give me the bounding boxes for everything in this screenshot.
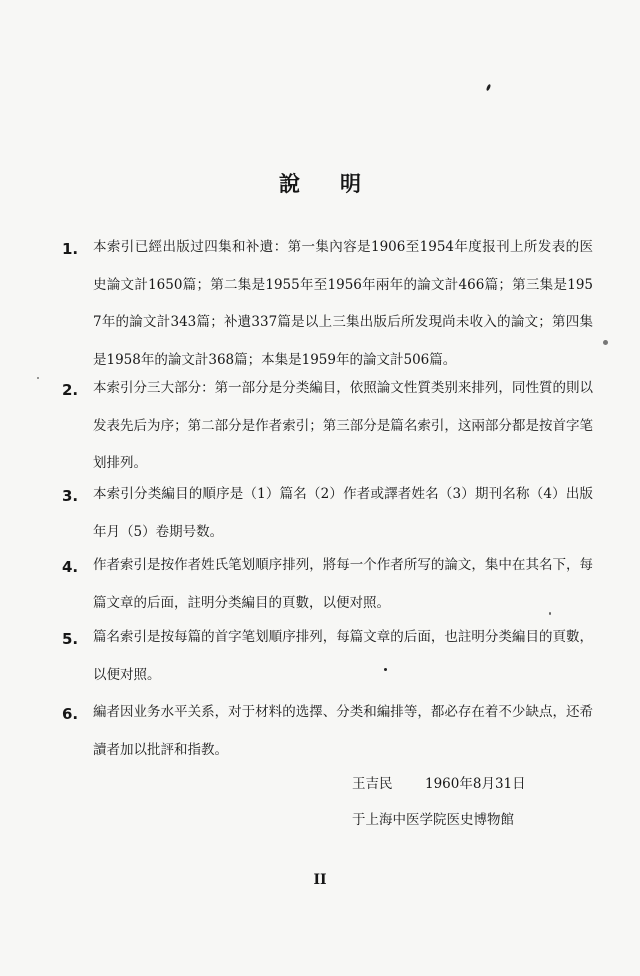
item-number: 3. — [62, 487, 79, 505]
scan-speck — [603, 340, 608, 345]
page-title: 說明 — [279, 171, 401, 196]
item-number: 6. — [62, 705, 79, 723]
item-number: 4. — [62, 558, 79, 576]
signature-organization: 于上海中医学院医史博物館 — [352, 812, 514, 828]
page-number: II — [313, 872, 327, 888]
item-number: 2. — [62, 381, 79, 399]
scan-speck — [486, 84, 492, 92]
item-text: 作者索引是按作者姓氏笔划順序排列，將每一个作者所写的論文，集中在其名下，每篇文章的后面，註明分类編目的頁數，以便对照。 — [93, 557, 593, 611]
item-text: 本索引分三大部分：第一部分是分类編目，依照論文性質类别来排列，同性質的則以发表先后为序；第二部分是作者索引；第三部分是篇名索引，这兩部分都是按首字笔划排列。 — [93, 380, 593, 471]
scan-speck — [37, 377, 39, 379]
item-text: 篇名索引是按每篇的首字笔划順序排列，每篇文章的后面，也註明分类編目的頁數，以便对照。 — [93, 629, 593, 683]
scan-speck — [549, 612, 551, 615]
item-number: 5. — [62, 630, 79, 648]
signature-date: 1960年8月31日 — [425, 776, 526, 792]
signature-name: 王吉民 — [352, 776, 393, 792]
item-text: 編者因业务水平关系，对于材料的选擇、分类和編排等，都必存在着不少缺点，还希讀者加以批評和指教。 — [93, 704, 593, 758]
item-text: 本索引已經出版过四集和补遺：第一集內容是1906至1954年度报刊上所发表的医史論文計1650篇；第二集是1955年至1956年兩年的論文計466篇；第三集是1957年的論文計343篇；补遺337篇是以上三集出版后所发現尚未收入的論文；第四集是1958年的論文計368篇；本集是1959年的論文計506篇。 — [93, 239, 593, 368]
item-text: 本索引分类編目的順序是（1）篇名（2）作者或譯者姓名（3）期刊名称（4）出版年月（5）卷期号数。 — [93, 486, 593, 540]
scan-speck — [384, 668, 387, 671]
item-number: 1. — [62, 240, 79, 258]
